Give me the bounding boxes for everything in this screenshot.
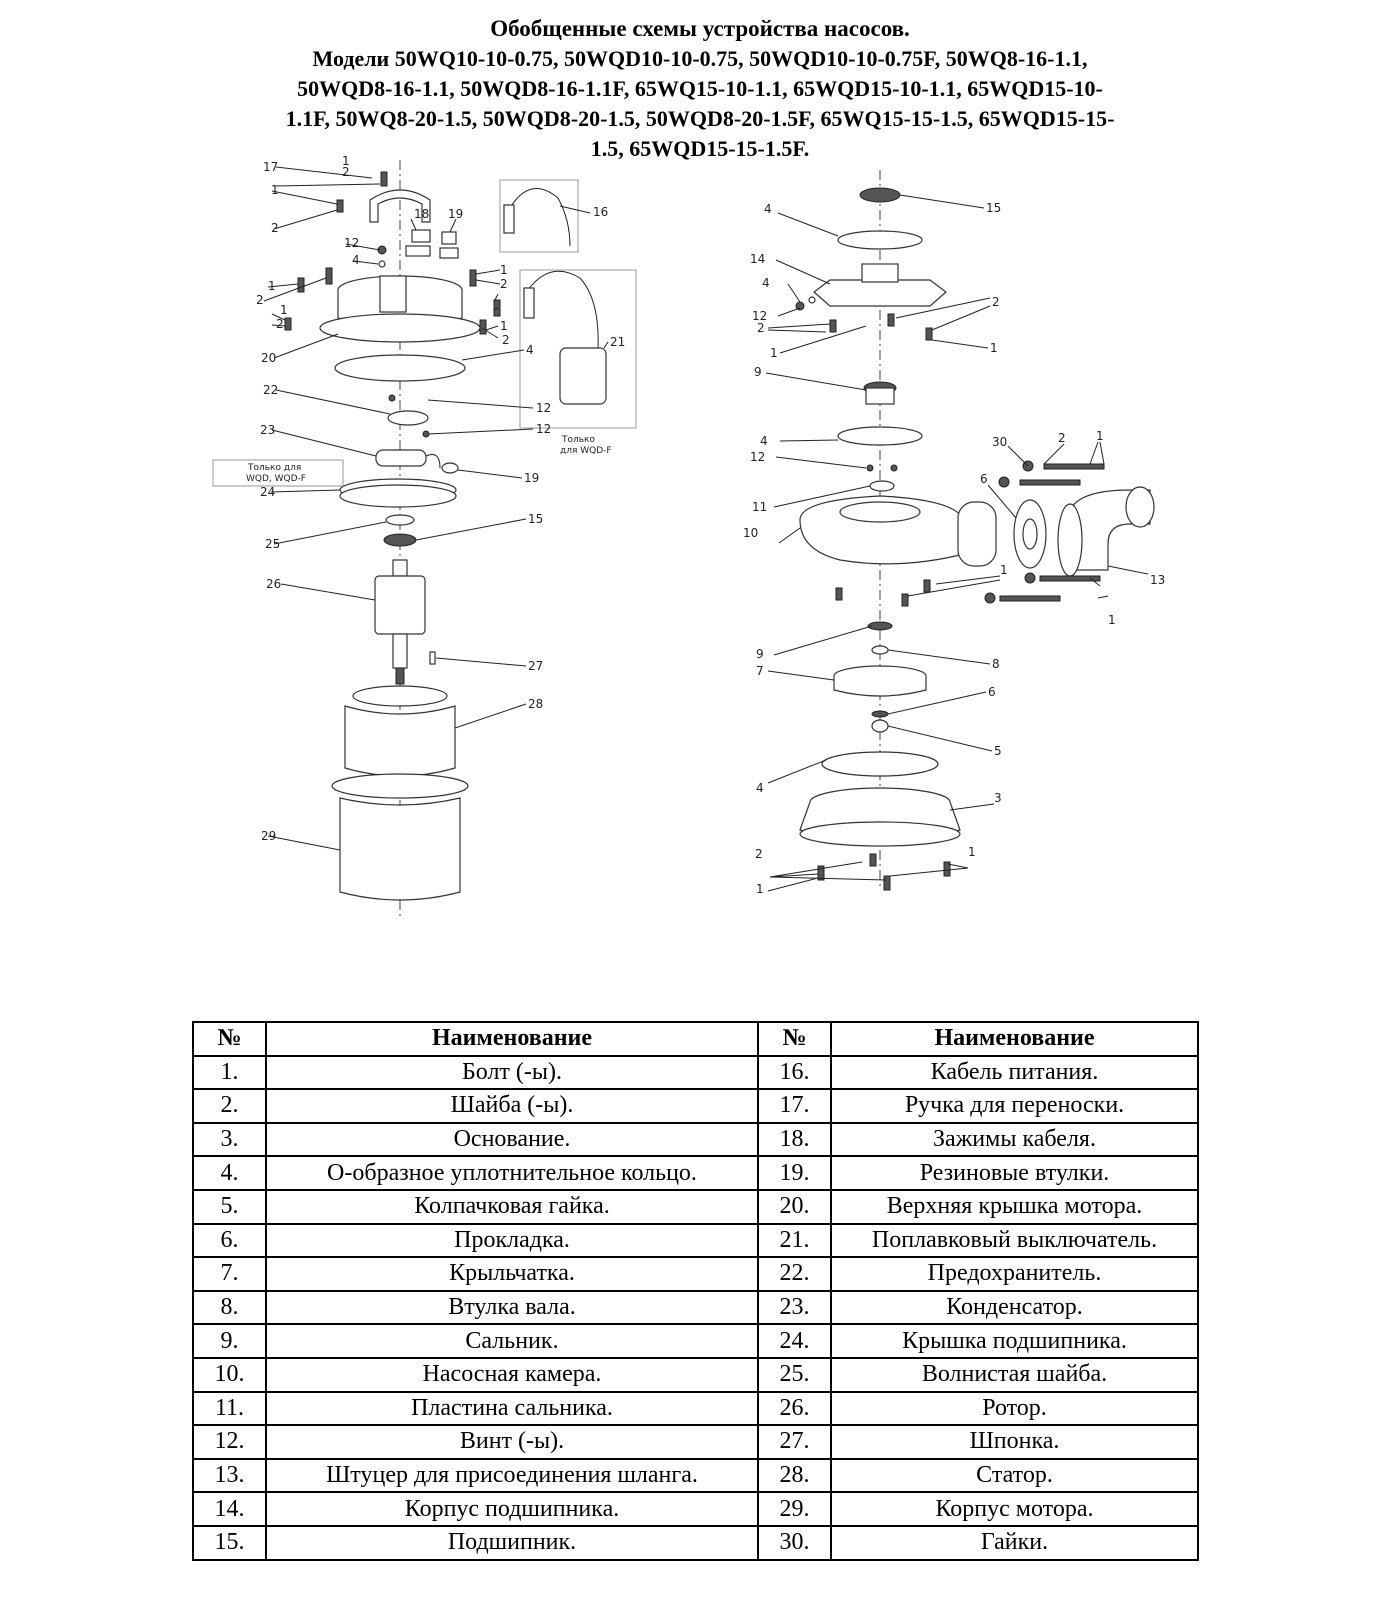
label-27: 27 <box>528 659 544 673</box>
power-cable-part <box>510 189 570 246</box>
part-number-cell: 26. <box>758 1392 831 1426</box>
parts-table-body <box>193 1056 1198 1560</box>
part-name-cell: Колпачковая гайка. <box>266 1190 758 1224</box>
label-10: 10 <box>743 526 759 540</box>
key-part <box>430 652 435 664</box>
table-header-row <box>193 1022 1198 1056</box>
bearing-part <box>384 534 416 546</box>
label-11: 11 <box>752 500 768 514</box>
table-row <box>193 1492 1198 1526</box>
label-2: 2 <box>757 321 765 335</box>
table-row <box>193 1392 1198 1426</box>
label-12: 12 <box>536 422 552 436</box>
part-number-cell: 21. <box>758 1224 831 1258</box>
table-row <box>193 1425 1198 1459</box>
screw-part <box>867 465 873 471</box>
o-ring-part <box>838 427 922 445</box>
part-number-cell: 25. <box>758 1358 831 1392</box>
part-name-cell: Верхняя крышка мотора. <box>831 1190 1198 1224</box>
part-name-cell: Болт (-ы). <box>266 1056 758 1090</box>
rotor-part <box>375 576 425 634</box>
header-name: Наименование <box>831 1022 1198 1056</box>
label-1: 1 <box>756 882 764 896</box>
label-23: 23 <box>260 423 276 437</box>
part-number-cell: 5. <box>193 1190 266 1224</box>
part-name-cell: Ротор. <box>831 1392 1198 1426</box>
bolt-part <box>298 278 304 292</box>
note-text: Только <box>562 435 596 445</box>
bolt-part <box>1044 464 1104 469</box>
title-main: Обобщенные схемы устройства насосов. <box>490 16 910 41</box>
cap-nut-part <box>872 720 888 732</box>
note-text: Только для <box>248 463 302 473</box>
part-number-cell: 8. <box>193 1291 266 1325</box>
label-15: 15 <box>528 512 544 526</box>
capacitor-wire <box>426 455 440 469</box>
label-4: 4 <box>352 253 360 267</box>
label-2: 2 <box>342 165 350 179</box>
part-number-cell: 17. <box>758 1089 831 1123</box>
cable-entry-part <box>380 276 406 312</box>
part-name-cell: Втулка вала. <box>266 1291 758 1325</box>
part-number-cell: 6. <box>193 1224 266 1258</box>
label-1: 1 <box>342 154 350 168</box>
part-number-cell: 1. <box>193 1056 266 1090</box>
header-num: № <box>193 1022 266 1056</box>
cable-clamp-part <box>406 246 430 256</box>
motor-housing-rim <box>332 774 468 798</box>
label-1: 1 <box>1000 563 1008 577</box>
part-name-cell: Резиновые втулки. <box>831 1156 1198 1190</box>
part-number-cell: 22. <box>758 1257 831 1291</box>
bolt-part <box>888 314 894 326</box>
part-name-cell: Корпус мотора. <box>831 1492 1198 1526</box>
part-name-cell: Конденсатор. <box>831 1291 1198 1325</box>
gasket-hole <box>1023 519 1037 549</box>
part-number-cell: 30. <box>758 1526 831 1560</box>
part-number-cell: 28. <box>758 1459 831 1493</box>
part-number-cell: 20. <box>758 1190 831 1224</box>
label-1: 1 <box>268 279 276 293</box>
label-9: 9 <box>756 647 764 661</box>
label-18: 18 <box>414 207 430 221</box>
bolt-part <box>326 268 332 284</box>
part-number-cell: 18. <box>758 1123 831 1157</box>
bolt-part <box>830 320 836 332</box>
part-name-cell: Штуцер для присоединения шланга. <box>266 1459 758 1493</box>
label-1: 1 <box>1108 613 1116 627</box>
label-17: 17 <box>263 160 279 174</box>
part-number-cell: 10. <box>193 1358 266 1392</box>
part-name-cell: Крыльчатка. <box>266 1257 758 1291</box>
part-number-cell: 11. <box>193 1392 266 1426</box>
impeller-body <box>834 676 926 696</box>
rotor-shaft-tip <box>396 668 404 684</box>
pump-chamber-inlet <box>840 502 920 522</box>
label-4: 4 <box>526 343 534 357</box>
label-20: 20 <box>261 351 277 365</box>
label-12: 12 <box>536 401 552 415</box>
bolt-part <box>884 876 890 890</box>
label-2: 2 <box>256 293 264 307</box>
rubber-sleeve-part <box>442 463 458 473</box>
motor-housing-part <box>340 798 460 900</box>
part-name-cell: Ручка для переноски. <box>831 1089 1198 1123</box>
label-2: 2 <box>755 847 763 861</box>
part-number-cell: 2. <box>193 1089 266 1123</box>
cable-clamp-part <box>412 230 430 242</box>
part-name-cell: Пластина сальника. <box>266 1392 758 1426</box>
label-21: 21 <box>610 335 626 349</box>
label-1: 1 <box>280 303 288 317</box>
parts-table <box>192 1021 1199 1561</box>
rubber-sleeve-part <box>440 248 458 258</box>
label-6: 6 <box>988 685 996 699</box>
label-5: 5 <box>994 744 1002 758</box>
label-29: 29 <box>261 829 277 843</box>
part-name-cell: Гайки. <box>831 1526 1198 1560</box>
stator-body <box>345 706 455 776</box>
nut-part <box>1025 573 1035 583</box>
part-name-cell: Сальник. <box>266 1324 758 1358</box>
screw-part <box>389 395 395 401</box>
part-name-cell: Корпус подшипника. <box>266 1492 758 1526</box>
table-row <box>193 1358 1198 1392</box>
pump-exploded-diagram <box>0 150 1400 930</box>
label-30: 30 <box>992 435 1008 449</box>
float-switch-gland-part <box>524 288 534 318</box>
part-number-cell: 29. <box>758 1492 831 1526</box>
o-ring-part <box>822 752 938 776</box>
part-number-cell: 3. <box>193 1123 266 1157</box>
label-2: 2 <box>500 277 508 291</box>
label-15: 15 <box>986 201 1002 215</box>
label-2: 2 <box>1058 431 1066 445</box>
page-title <box>190 14 1210 164</box>
bearing-cover-rim <box>340 485 456 507</box>
table-row <box>193 1257 1198 1291</box>
bolt-part <box>470 270 476 286</box>
table-row <box>193 1224 1198 1258</box>
label-26: 26 <box>266 577 282 591</box>
table-row <box>193 1324 1198 1358</box>
gasket-part <box>872 711 888 717</box>
part-name-cell: Статор. <box>831 1459 1198 1493</box>
label-13: 13 <box>1150 573 1166 587</box>
bolt-part <box>836 588 842 600</box>
bolt-part <box>870 854 876 866</box>
label-8: 8 <box>992 657 1000 671</box>
table-row <box>193 1526 1198 1560</box>
rotor-shaft-top <box>393 560 407 576</box>
label-3: 3 <box>994 791 1002 805</box>
title-models-line-2: 50WQD8-16-1.1, 50WQD8-16-1.1F, 65WQ15-10-1.1, 65WQD15-10-1.1, 65WQD15-10- <box>297 76 1103 101</box>
bearing-housing-neck <box>862 264 898 282</box>
part-name-cell: О-образное уплотнительное кольцо. <box>266 1156 758 1190</box>
table-row <box>193 1056 1198 1090</box>
part-number-cell: 14. <box>193 1492 266 1526</box>
cable-gland-part <box>504 205 514 233</box>
label-4: 4 <box>764 202 772 216</box>
o-ring-part <box>838 231 922 249</box>
label-19: 19 <box>524 471 540 485</box>
screw-part <box>891 465 897 471</box>
part-name-cell: Основание. <box>266 1123 758 1157</box>
nut-part <box>985 593 995 603</box>
rotor-shaft-bottom <box>393 634 407 668</box>
bolt-part <box>926 328 932 340</box>
header-num: № <box>758 1022 831 1056</box>
oil-seal-body <box>866 388 894 404</box>
bolt-part <box>902 594 908 606</box>
bolt-part <box>285 318 291 330</box>
bolt-part <box>337 200 343 212</box>
label-1: 1 <box>770 346 778 360</box>
label-1: 1 <box>500 263 508 277</box>
part-name-cell: Волнистая шайба. <box>831 1358 1198 1392</box>
bearing-housing-part <box>814 280 946 306</box>
float-switch-cable-part <box>528 271 598 350</box>
title-models-line-3: 1.1F, 50WQ8-20-1.5, 50WQD8-20-1.5, 50WQD8-20-1.5F, 65WQ15-15-1.5, 65WQD15-15- <box>285 106 1115 131</box>
label-28: 28 <box>528 697 544 711</box>
title-models-line-1: Модели 50WQ10-10-0.75, 50WQD10-10-0.75, 50WQD10-10-0.75F, 50WQ8-16-1.1, <box>312 46 1088 71</box>
header-name: Наименование <box>266 1022 758 1056</box>
upper-motor-cover-flange <box>320 314 480 342</box>
part-number-cell: 23. <box>758 1291 831 1325</box>
o-ring-part <box>335 355 465 381</box>
label-19: 19 <box>448 207 464 221</box>
note-text: WQD, WQD-F <box>246 474 306 484</box>
hose-connector-outlet <box>1126 487 1154 527</box>
float-switch-part <box>560 348 606 404</box>
bolt-part <box>1000 596 1060 601</box>
part-number-cell: 19. <box>758 1156 831 1190</box>
part-name-cell: Поплавковый выключатель. <box>831 1224 1198 1258</box>
bolt-part <box>924 580 930 592</box>
label-2: 2 <box>271 221 279 235</box>
label-4: 4 <box>756 781 764 795</box>
nut-part <box>999 477 1009 487</box>
label-12: 12 <box>750 450 766 464</box>
label-9: 9 <box>754 365 762 379</box>
note-text: для WQD-F <box>560 446 612 456</box>
bolt-part <box>1020 480 1080 485</box>
table-row <box>193 1459 1198 1493</box>
table-row <box>193 1089 1198 1123</box>
label-6: 6 <box>980 472 988 486</box>
fuse-part <box>388 411 428 425</box>
bearing-part <box>860 188 900 202</box>
label-2: 2 <box>276 317 284 331</box>
part-name-cell: Насосная камера. <box>266 1358 758 1392</box>
capacitor-part <box>376 450 426 466</box>
bolt-part <box>480 320 486 334</box>
part-name-cell: Шайба (-ы). <box>266 1089 758 1123</box>
label-25: 25 <box>265 537 281 551</box>
table-row <box>193 1190 1198 1224</box>
wave-washer-part <box>386 515 414 525</box>
base-foot <box>800 822 960 846</box>
label-1: 1 <box>271 183 279 197</box>
washer-part <box>809 297 815 303</box>
label-1: 1 <box>968 845 976 859</box>
seal-plate-part <box>870 481 894 491</box>
part-name-cell: Подшипник. <box>266 1526 758 1560</box>
part-name-cell: Винт (-ы). <box>266 1425 758 1459</box>
part-number-cell: 7. <box>193 1257 266 1291</box>
rubber-sleeve-part <box>442 232 456 244</box>
label-2: 2 <box>992 295 1000 309</box>
part-number-cell: 16. <box>758 1056 831 1090</box>
stator-part <box>353 686 447 706</box>
note-wqd-only <box>246 463 306 484</box>
part-name-cell: Прокладка. <box>266 1224 758 1258</box>
title-models-line-4: 1.5, 65WQD15-15-1.5F. <box>590 136 810 161</box>
part-number-cell: 15. <box>193 1526 266 1560</box>
washer-part <box>379 261 385 267</box>
part-name-cell: Кабель питания. <box>831 1056 1198 1090</box>
part-name-cell: Крышка подшипника. <box>831 1324 1198 1358</box>
label-1: 1 <box>990 341 998 355</box>
label-4: 4 <box>760 434 768 448</box>
part-name-cell: Зажимы кабеля. <box>831 1123 1198 1157</box>
label-12: 12 <box>752 309 768 323</box>
label-12: 12 <box>344 236 360 250</box>
part-number-cell: 9. <box>193 1324 266 1358</box>
part-number-cell: 12. <box>193 1425 266 1459</box>
label-7: 7 <box>756 664 764 678</box>
part-name-cell: Шпонка. <box>831 1425 1198 1459</box>
label-16: 16 <box>593 205 609 219</box>
label-1: 1 <box>1096 429 1104 443</box>
label-1: 1 <box>500 319 508 333</box>
table-row <box>193 1156 1198 1190</box>
note-wqd-f-only <box>560 435 612 456</box>
part-number-cell: 4. <box>193 1156 266 1190</box>
bolt-part <box>381 172 387 186</box>
label-24: 24 <box>260 485 276 499</box>
label-2: 2 <box>502 333 510 347</box>
label-4: 4 <box>762 276 770 290</box>
table-row <box>193 1123 1198 1157</box>
hose-connector-flange <box>1058 504 1082 576</box>
pump-chamber-flange <box>958 502 996 566</box>
label-14: 14 <box>750 252 766 266</box>
part-number-cell: 24. <box>758 1324 831 1358</box>
part-number-cell: 27. <box>758 1425 831 1459</box>
table-row <box>193 1291 1198 1325</box>
shaft-sleeve-part <box>872 646 888 654</box>
part-name-cell: Предохранитель. <box>831 1257 1198 1291</box>
part-number-cell: 13. <box>193 1459 266 1493</box>
label-22: 22 <box>263 383 279 397</box>
